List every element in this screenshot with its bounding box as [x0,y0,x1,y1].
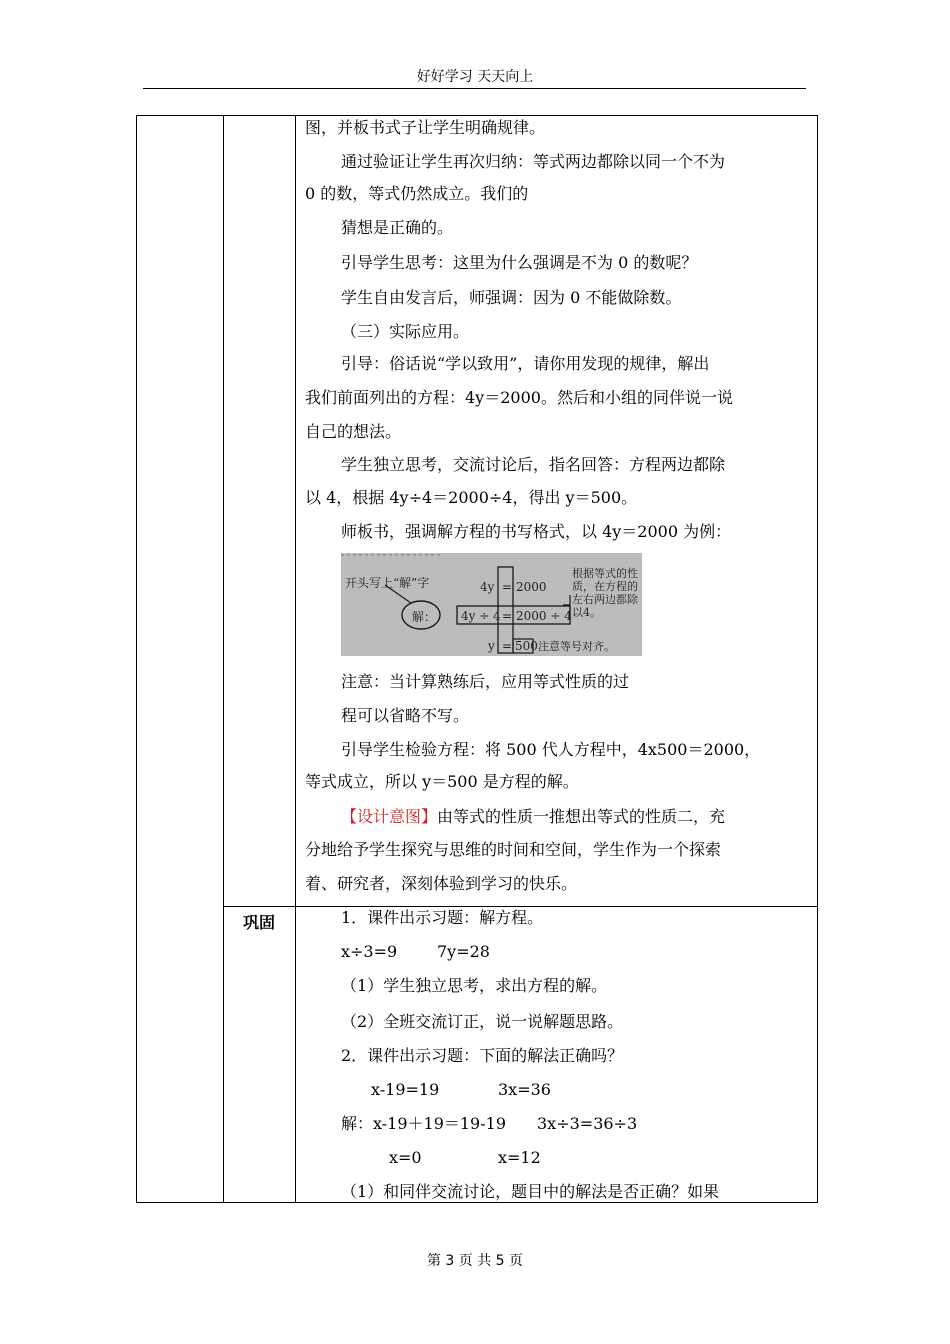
design-intent-text: 由等式的性质一推想出等式的性质二，充 [437,807,726,826]
section-label-consolidate: 巩固 [242,913,275,932]
text-line: 引导学生思考：这里为什么强调是不为 0 的数呢？ [341,253,698,272]
figure-eq3-equals: = [502,639,513,653]
text-line: 分地给予学生探究与思维的时间和空间，学生作为一个探索 [305,840,722,859]
text-line: 程可以省略不写。 [341,706,470,725]
figure-eq3-right: 500 [515,639,538,653]
text-line: 通过验证让学生再次归纳：等式两边都除以同一个不为 [341,152,726,171]
text-line: 7y=28 [437,942,490,961]
figure-eq3-left: y [488,639,495,653]
text-line: （1）和同伴交流讨论，题目中的解法是否正确？如果 [341,1182,720,1201]
row-divider [223,906,817,907]
text-line: （1）学生独立思考，求出方程的解。 [341,976,608,995]
design-intent-line [341,807,725,827]
column-divider-2 [295,116,296,1202]
text-line: 2．课件出示习题：下面的解法正确吗？ [341,1046,624,1065]
text-line: 引导学生检验方程：将 500 代人方程中，4x500＝2000， [341,740,761,759]
figure-eq2-equals: = [502,609,513,623]
text-line: 以 4，根据 4y÷4＝2000÷4，得出 y＝500。 [305,488,638,507]
page-header: 好好学习 天天向上 [416,69,534,85]
text-line: 学生独立思考，交流讨论后，指名回答：方程两边都除 [341,455,726,474]
text-line: （三）实际应用。 [341,322,470,341]
text-line: 图，并板书式子让学生明确规律。 [305,118,546,137]
text-line: 注意：当计算熟练后，应用等式性质的过 [341,672,630,691]
text-line: 猜想是正确的。 [341,218,454,237]
figure-label-jie: 解： [412,610,437,624]
text-line: 等式成立，所以 y＝500 是方程的解。 [305,772,579,791]
text-line: 我们前面列出的方程：4y＝2000。然后和小组的同伴说一说 [305,388,733,407]
text-line: 着、研究者，深刻体验到学习的快乐。 [305,874,578,893]
text-line: 学生自由发言后，师强调：因为 0 不能做除数。 [341,288,682,307]
figure-note-align: 注意等号对齐。 [538,640,615,653]
figure-note-property: 根据等式的性质，在方程的左右两边都除以4。 [572,567,638,619]
text-line: 引导：俗话说“学以致用”，请你用发现的规律，解出 [341,354,710,373]
figure-label-start: 开头写上“解”字 [345,576,430,590]
figure-eq2-left: 4y ÷ 4 [461,609,501,623]
text-line: 师板书，强调解方程的书写格式，以 4y＝2000 为例： [341,522,732,541]
column-divider-1 [223,116,224,1202]
page-footer: 第 3 页 共 5 页 [426,1253,524,1269]
text-line: （2）全班交流订正，说一说解题思路。 [341,1012,624,1031]
text-line: 自己的想法。 [305,422,402,441]
text-line: 0 的数，等式仍然成立。我们的 [305,184,529,203]
design-intent-tag: 【设计意图】 [341,807,438,826]
text-line: x=12 [498,1148,541,1167]
text-line: 1．课件出示习题：解方程。 [341,908,544,927]
figure-eq1-right: 2000 [516,580,547,594]
text-line: 解：x-19＋19＝19-19 [341,1114,506,1133]
text-line: x-19=19 [371,1080,440,1099]
lesson-table [136,115,818,1203]
text-line: 3x=36 [498,1080,551,1099]
figure-eq2-right: 2000 ÷ 4 [516,609,572,623]
figure-eq1-equals: = [502,580,513,594]
figure-eq1-left: 4y [480,580,495,594]
equation-format-figure [341,553,642,656]
header-rule [143,88,806,89]
text-line: x=0 [389,1148,422,1167]
text-line: x÷3=9 [341,942,398,961]
text-line: 3x÷3=36÷3 [537,1114,638,1133]
